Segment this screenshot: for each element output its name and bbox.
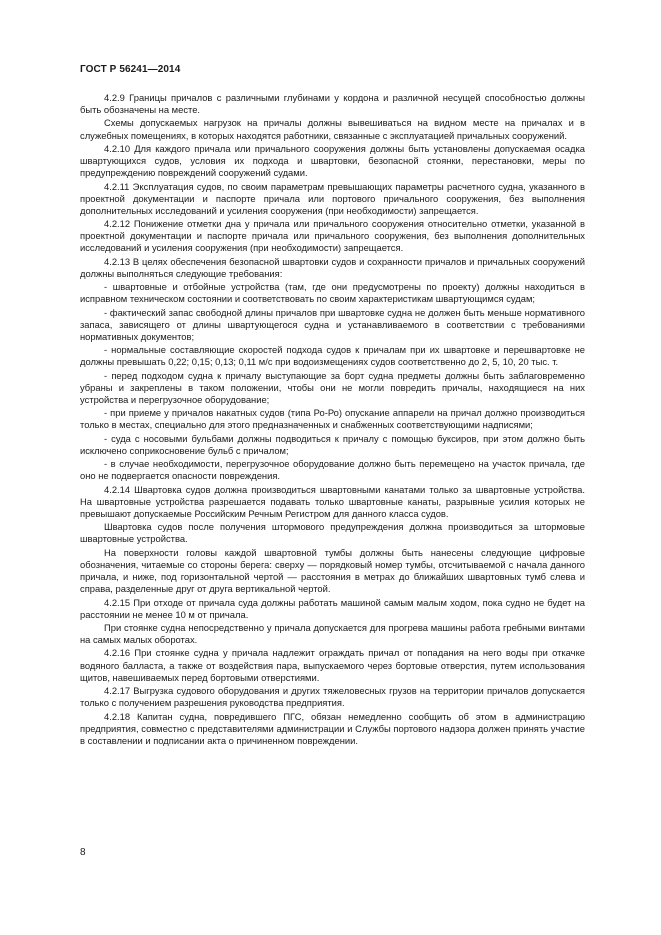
list-item: - при приеме у причалов накатных судов (типа Ро-Ро) опускание аппарели на причал должно производиться только в местах, специально для этого предназначенных и снабженных соответствующими надписями; (80, 407, 585, 431)
page-number: 8 (80, 847, 86, 858)
paragraph: 4.2.13 В целях обеспечения безопасной швартовки судов и сохранности причалов и причальных сооружений должны выполняться следующие требования: (80, 255, 585, 279)
paragraph: 4.2.14 Швартовка судов должна производиться швартовными канатами только за швартовные устройства. На швартовные устройства разрешается подавать только швартовные канаты, разрывные усилия которых не превышают допускаемые Российским Речным Регистром для данного класса судов. (80, 483, 585, 519)
list-item: - нормальные составляющие скоростей подхода судов к причалам при их швартовке и перешвартовке не должны превышать 0,22; 0,15; 0,13; 0,11 м/с при водоизмещениях судов соответственно до 2, 5, 10, 20 тыс. т. (80, 344, 585, 368)
paragraph: Схемы допускаемых нагрузок на причалы должны вывешиваться на видном месте на причалах и в служебных помещениях, в которых находятся работники, связанные с эксплуатацией причальных сооружений. (80, 117, 585, 141)
paragraph: 4.2.11 Эксплуатация судов, по своим параметрам превышающих параметры расчетного судна, указанного в проектной документации и паспорте причала или портового причального сооружения, без выполнения дополнительных исследований и усиления сооружения (при необходимости) запрещается. (80, 180, 585, 216)
list-item: - швартовные и отбойные устройства (там, где они предусмотрены по проекту) должны находиться в исправном техническом состоянии и соответствовать по своим характеристикам швартующимся судам; (80, 281, 585, 305)
document-body (80, 92, 585, 748)
document-header: ГОСТ Р 56241—2014 (80, 64, 181, 75)
list-item: - фактический запас свободной длины причалов при швартовке судна не должен быть меньше нормативного запаса, зависящего от длины швартующегося судна и устанавливаемого в соответствии с требованиями нормативных документов; (80, 306, 585, 342)
list-item: - в случае необходимости, перегрузочное оборудование должно быть перемещено на участок причала, где оно не подвергается опасности повреждения. (80, 458, 585, 482)
paragraph: 4.2.9 Границы причалов с различными глубинами у кордона и различной несущей способностью должны быть обозначены на месте. (80, 92, 585, 116)
paragraph: 4.2.15 При отходе от причала суда должны работать машиной самым малым ходом, пока судно не будет на расстоянии не менее 10 м от причала. (80, 596, 585, 620)
list-item: - перед подходом судна к причалу выступающие за борт судна предметы должны быть заблаговременно убраны и закреплены в таком положении, чтобы они не могли повредить причалы, находящиеся на них устройства и перегрузочное оборудование; (80, 369, 585, 405)
paragraph: 4.2.17 Выгрузка судового оборудования и других тяжеловесных грузов на территории причалов допускается только с получением разрешения руководства предприятия. (80, 685, 585, 709)
paragraph: Швартовка судов после получения штормового предупреждения должна производиться за штормовые швартовные устройства. (80, 521, 585, 545)
list-item: - суда с носовыми бульбами должны подводиться к причалу с помощью буксиров, при этом должно быть исключено соприкосновение бульб с причалом; (80, 432, 585, 456)
paragraph: При стоянке судна непосредственно у причала допускается для прогрева машины работа гребными винтами на самых малых оборотах. (80, 621, 585, 646)
paragraph: 4.2.12 Понижение отметки дна у причала или причального сооружения относительно отметки, указанной в проектной документации и паспорте причала или причального сооружения, без выполнения дополнительных исследований и усиления сооружения (при необходимости) запрещается. (80, 218, 585, 254)
paragraph: На поверхности головы каждой швартовной тумбы должны быть нанесены следующие цифровые обозначения, читаемые со стороны берега: сверху — порядковый номер тумбы, отсчитываемой с начала данного причала, и ниже, под горизонтальной чертой — расстояния в метрах до ближайших швартовных тумб слева и справа, разделенные друг от друга вертикальной чертой. (80, 546, 585, 595)
paragraph: 4.2.16 При стоянке судна у причала надлежит ограждать причал от попадания на него воды при откачке водяного балласта, а также от воздействия пара, выпускаемого через бортовые отверстия, путем использования щитов, навешиваемых перед бортовыми отверстиями. (80, 647, 585, 683)
paragraph: 4.2.18 Капитан судна, повредившего ПГС, обязан немедленно сообщить об этом в администрацию предприятия, совместно с представителями администрации и Службы портового надзора должен принять участие в составлении и подписании акта о причиненном повреждении. (80, 710, 585, 746)
paragraph: 4.2.10 Для каждого причала или причального сооружения должны быть установлены допускаемая осадка швартующихся судов, условия их подхода и швартовки, безопасной стоянки, перестановки, меры по предупреждению повреждений сооружений судами. (80, 142, 585, 179)
